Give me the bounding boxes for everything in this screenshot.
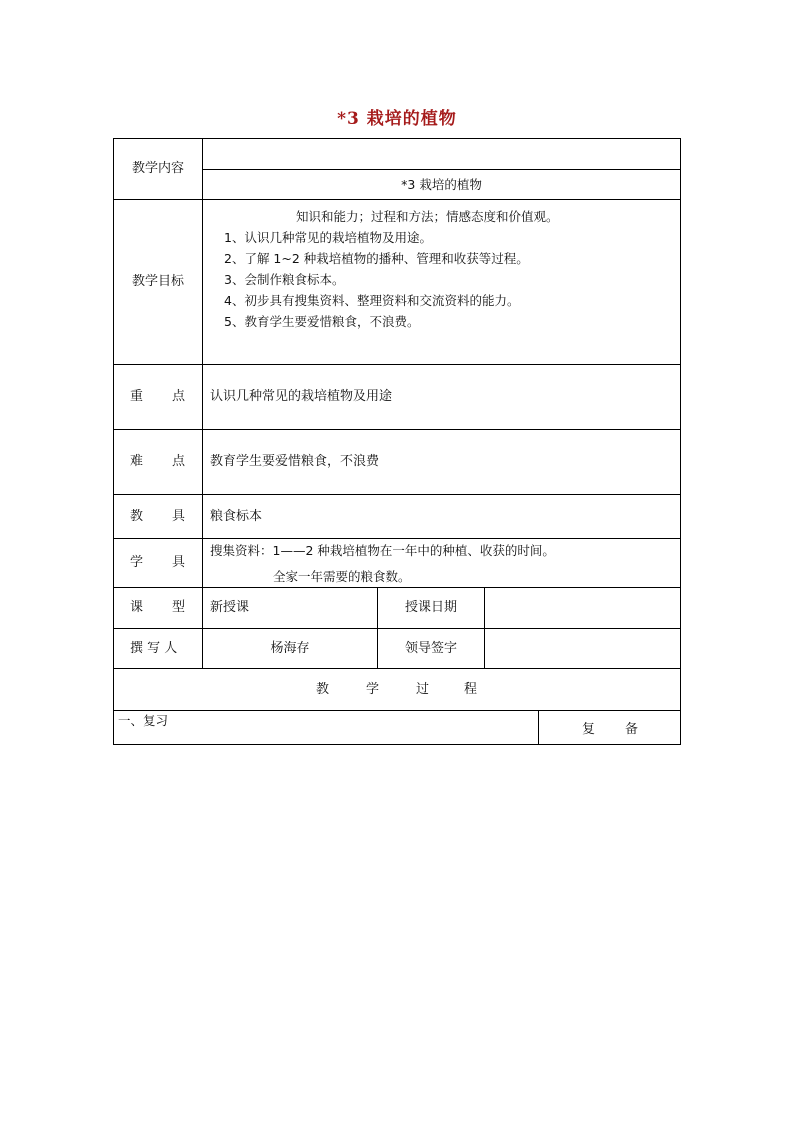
prep-label-2: 备	[625, 722, 639, 737]
difficulty-label	[114, 430, 202, 494]
key-point-label	[114, 365, 202, 429]
goal-item: 3、会制作粮食标本。	[224, 272, 345, 287]
goals-header: 知识和能力；过程和方法；情感态度和价值观。	[296, 209, 559, 224]
key-point-label-1: 重	[130, 389, 144, 404]
student-aids-label-2: 具	[172, 555, 186, 570]
student-aids-line-1: 搜集资料：1——2 种栽培植物在一年中的种植、收获的时间。	[210, 543, 555, 558]
page-title: *3 栽培的植物	[337, 109, 457, 129]
process-header	[114, 669, 680, 710]
content-label: 教学内容	[131, 161, 184, 176]
key-point-value: 认识几种常见的栽培植物及用途	[210, 389, 393, 404]
content-top-blank	[203, 139, 680, 169]
process-char: 过	[416, 682, 430, 697]
leader-signature-value	[485, 629, 680, 668]
table-border-bottom	[113, 744, 681, 745]
student-aids-label-1: 学	[130, 555, 144, 570]
teaching-aids-label-1: 教	[130, 508, 144, 524]
prep-label	[539, 711, 680, 744]
lesson-type-value: 新授课	[210, 600, 250, 615]
difficulty-label-1: 难	[130, 454, 144, 469]
difficulty-label-2: 点	[172, 454, 186, 469]
author-value: 杨海存	[270, 640, 310, 656]
process-char: 学	[366, 682, 380, 697]
process-char: 程	[464, 682, 478, 697]
author-label: 撰 写 人	[130, 640, 178, 656]
goals-label: 教学目标	[131, 274, 184, 289]
teaching-aids-label-2: 具	[172, 508, 186, 524]
rule	[202, 138, 203, 668]
goal-item: 2、了解 1~2 种栽培植物的播种、管理和收获等过程。	[224, 251, 529, 266]
lesson-date-value	[485, 588, 680, 628]
teaching-aids-label	[114, 495, 202, 538]
goal-item: 5、教育学生要爱惜粮食，不浪费。	[224, 314, 420, 329]
student-aids-label	[114, 539, 202, 587]
teaching-aids-value: 粮食标本	[210, 508, 263, 524]
lesson-date-label: 授课日期	[404, 600, 457, 615]
difficulty-value: 教育学生要爱惜粮食，不浪费	[210, 454, 380, 469]
process-char: 教	[316, 682, 330, 697]
leader-signature-label: 领导签字	[404, 640, 457, 656]
lesson-type-label	[114, 588, 202, 628]
content-value: *3 栽培的植物	[401, 176, 482, 192]
prep-label-1: 复	[582, 722, 596, 737]
student-aids-line-2: 全家一年需要的粮食数。	[273, 569, 411, 584]
table-border-right	[680, 138, 681, 745]
lesson-type-label-1: 课	[130, 600, 144, 615]
goal-item: 4、初步具有搜集资料、整理资料和交流资料的能力。	[224, 293, 520, 308]
review-label: 一、复习	[118, 713, 169, 728]
goal-item: 1、认识几种常见的栽培植物及用途。	[224, 230, 432, 245]
key-point-label-2: 点	[172, 389, 186, 404]
lesson-type-label-2: 型	[172, 600, 186, 615]
